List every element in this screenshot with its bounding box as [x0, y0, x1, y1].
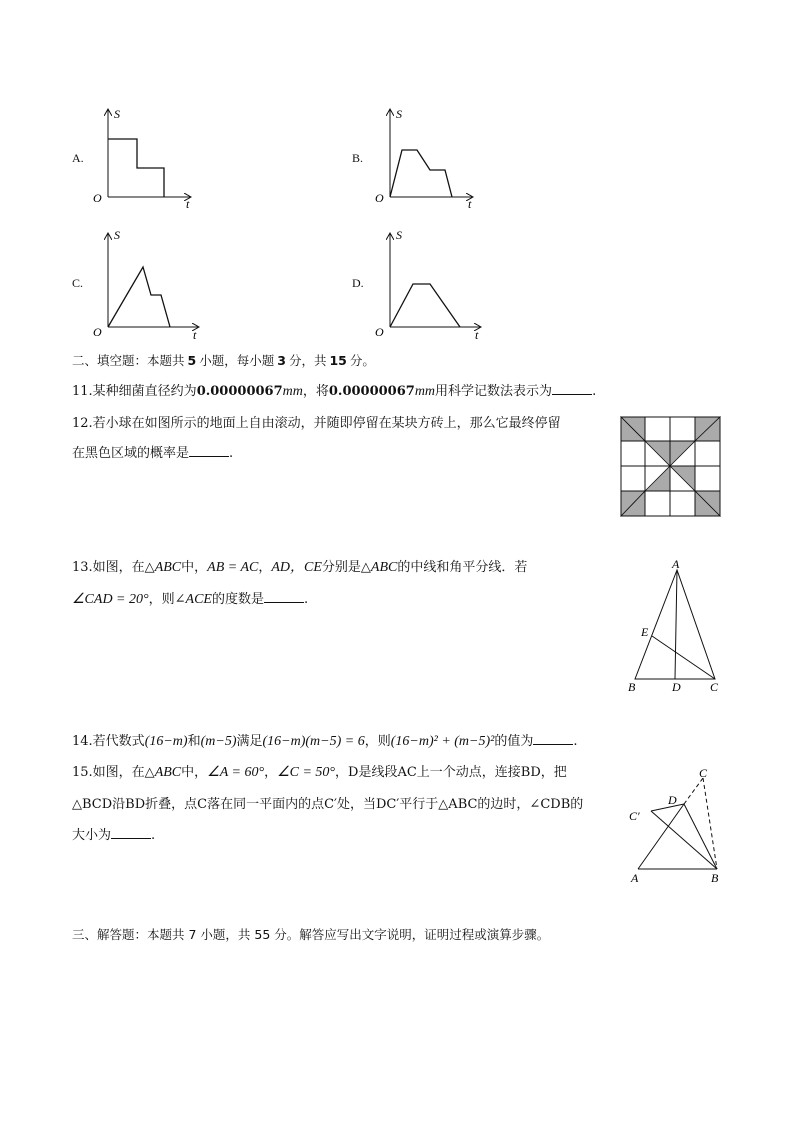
svg-text:B: B: [711, 871, 719, 885]
option-d-y-axis: S: [396, 228, 402, 242]
svg-text:A: A: [631, 871, 639, 885]
option-a-label[interactable]: A.: [72, 151, 84, 165]
question-11: 11.某种细菌直径约为0.00000067mm，将0.00000067mm用科学记数法表示为 .: [72, 384, 597, 399]
option-a-x-axis: t: [186, 197, 190, 211]
question-14: 14.若代数式(16−m)和(m−5)满足(16−m)(m−5) = 6，则(16−m)² + (m−5)²的值为 .: [72, 734, 578, 749]
option-c-x-axis: t: [193, 328, 197, 341]
option-d-x-axis: t: [475, 328, 479, 341]
option-c-origin: O: [93, 325, 102, 339]
q12-tile-grid-figure: [620, 416, 722, 518]
option-b-graph: [372, 102, 482, 212]
option-a-y-axis: S: [114, 107, 120, 121]
question-13-line2: ∠CAD = 20°，则∠ACE的度数是 .: [72, 592, 309, 607]
svg-text:C′: C′: [629, 809, 640, 823]
svg-text:E: E: [641, 625, 649, 639]
svg-text:A: A: [672, 557, 680, 571]
svg-text:D: D: [668, 793, 677, 807]
option-d-label[interactable]: D.: [352, 276, 364, 290]
question-12-line2: 在黑色区域的概率是 .: [72, 446, 234, 461]
question-15-line1: 15.如图，在△ABC中，∠A = 60°，∠C = 50°，D是线段AC上一个动点，连接BD，把: [72, 765, 567, 780]
option-d-graph: [372, 226, 492, 341]
option-b-x-axis: t: [468, 197, 472, 211]
q15-answer-blank[interactable]: [111, 826, 151, 839]
option-a-graph: [90, 102, 200, 212]
question-15-line3: 大小为 .: [72, 828, 156, 843]
svg-text:C: C: [710, 680, 719, 694]
q11-answer-blank[interactable]: [552, 382, 592, 395]
option-a-origin: O: [93, 191, 102, 205]
svg-text:D: D: [672, 680, 681, 694]
option-c-graph: [90, 226, 210, 341]
q12-answer-blank[interactable]: [189, 444, 229, 457]
option-b-origin: O: [375, 191, 384, 205]
question-13-line1: 13.如图，在△ABC中，AB = AC，AD，CE分别是△ABC的中线和角平分线．若: [72, 560, 528, 575]
question-12-line1: 12.若小球在如图所示的地面上自由滚动，并随即停留在某块方砖上，那么它最终停留: [72, 416, 561, 431]
svg-text:C: C: [699, 766, 708, 780]
option-c-label[interactable]: C.: [72, 276, 84, 290]
q14-answer-blank[interactable]: [533, 732, 573, 745]
section3-heading: 三、解答题：本题共 7 小题，共 55 分。解答应写出文字说明，证明过程或演算步骤。: [72, 927, 550, 942]
question-15-line2: △BCD沿BD折叠，点C落在同一平面内的点C′处，当DC′平行于△ABC的边时，∠CDB的: [72, 797, 584, 812]
q13-answer-blank[interactable]: [264, 590, 304, 603]
option-b-y-axis: S: [396, 107, 402, 121]
section2-heading: 二、填空题：本题共 5 小题，每小题 3 分，共 15 分。: [72, 353, 375, 368]
option-c-y-axis: S: [114, 228, 120, 242]
q13-triangle-figure: [622, 556, 726, 696]
option-b-label[interactable]: B.: [352, 151, 364, 165]
svg-text:B: B: [628, 680, 636, 694]
option-d-origin: O: [375, 325, 384, 339]
q15-fold-figure: [625, 764, 725, 889]
